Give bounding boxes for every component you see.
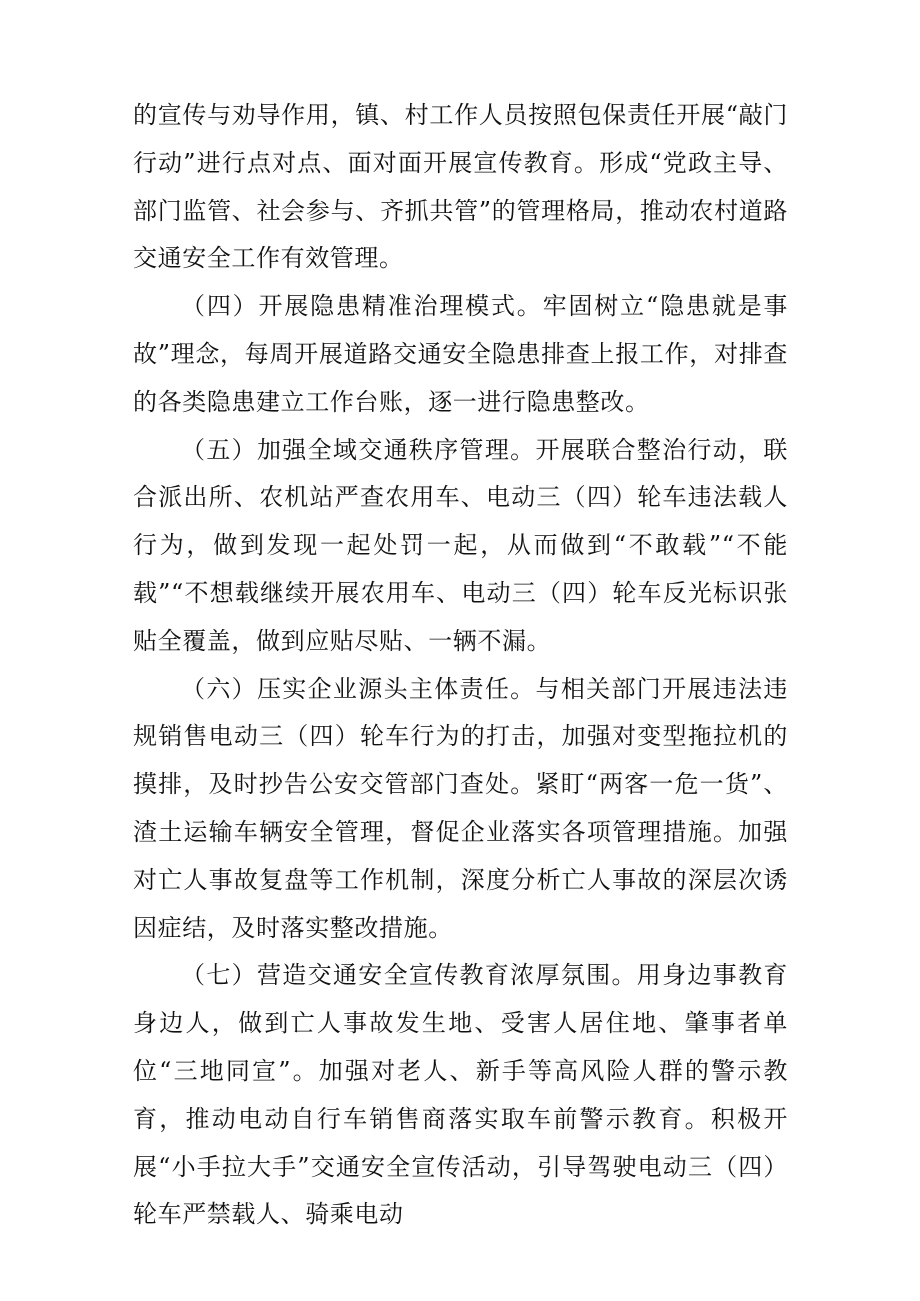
paragraph-section-6: （六）压实企业源头主体责任。与相关部门开展违法违规销售电动三（四）轮车行为的打击，加强对变型拖拉机的摸排，及时抄告公安交管部门查处。紧盯“两客一危一货”、渣土运输车辆安全管理，督促企业落实各项管理措施。加强对亡人事故复盘等工作机制，深度分析亡人事故的深层次诱因症结，及时落实整改措施。 <box>133 674 788 942</box>
document-body <box>133 92 788 1239</box>
paragraph-section-4: （四）开展隐患精准治理模式。牢固树立“隐患就是事故”理念，每周开展道路交通安全隐患排查上报工作，对排查的各类隐患建立工作台账，逐一进行隐患整改。 <box>133 292 788 416</box>
paragraph-section-7: （七）营造交通安全宣传教育浓厚氛围。用身边事教育身边人，做到亡人事故发生地、受害人居住地、肇事者单位“三地同宣”。加强对老人、新手等高风险人群的警示教育，推动电动自行车销售商落实取车前警示教育。积极开展“小手拉大手”交通安全宣传活动，引导驾驶电动三（四）轮车严禁载人、骑乘电动 <box>133 961 788 1229</box>
paragraph-section-5: （五）加强全域交通秩序管理。开展联合整治行动，联合派出所、农机站严查农用车、电动三（四）轮车违法载人行为，做到发现一起处罚一起，从而做到“不敢载”“不能载”“不想载继续开展农用车、电动三（四）轮车反光标识张贴全覆盖，做到应贴尽贴、一辆不漏。 <box>133 435 788 655</box>
paragraph-intro-continuation: 的宣传与劝导作用，镇、村工作人员按照包保责任开展“敲门行动”进行点对点、面对面开展宣传教育。形成“党政主导、部门监管、社会参与、齐抓共管”的管理格局，推动农村道路交通安全工作有效管理。 <box>133 101 788 273</box>
